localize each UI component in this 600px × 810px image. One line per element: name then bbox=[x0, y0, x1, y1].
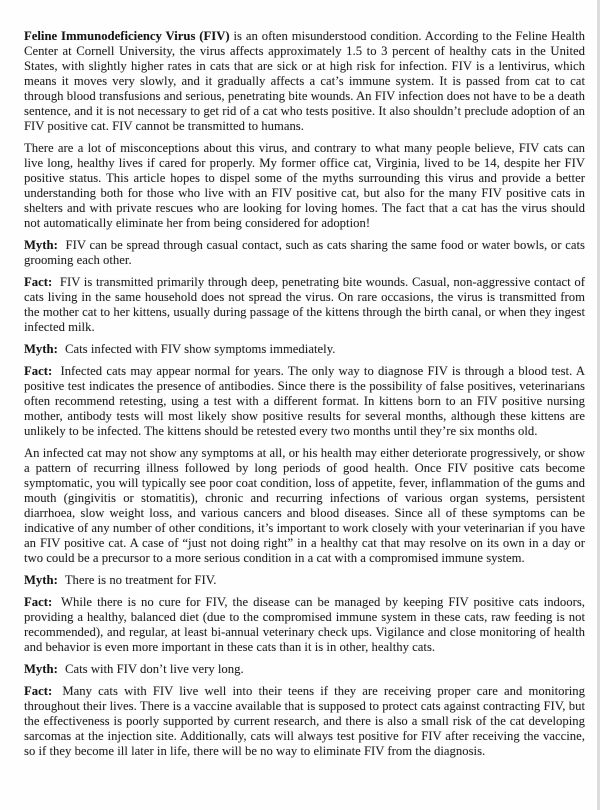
paragraph-text: Many cats with FIV live well into their teens if they are receiving proper care and monitoring throughout their lives. There is a vaccine available that is supposed to protect cats against contracting FIV, but the effectiveness is poorly supported by current research, and there is also a small risk of the cat developing sarcomas at the injection site. Additionally, cats will always test positive for FIV after receiving the vaccine, so if they become ill later in life, there will be no way to eliminate FIV from the diagnosis. bbox=[24, 684, 586, 758]
fact-paragraph bbox=[24, 595, 585, 655]
paragraph-text: There is no treatment for FIV. bbox=[64, 573, 217, 587]
myth-label: Myth: bbox=[24, 573, 58, 587]
fact-label: Fact: bbox=[24, 684, 53, 698]
myth-label: Myth: bbox=[24, 342, 58, 356]
paragraph-text: FIV can be spread through casual contact, such as cats sharing the same food or water bowls, or cats grooming each other. bbox=[24, 238, 585, 267]
fact-label: Fact: bbox=[24, 595, 53, 609]
paragraph-text: Cats infected with FIV show symptoms immediately. bbox=[65, 342, 336, 356]
paragraph-text: is an often misunderstood condition. According to the Feline Health Center at Cornell University, the virus affects approximately 1.5 to 3 percent of healthy cats in the United States, with slightly higher rates in cats that are sick or at high risk for infection. FIV is a lentivirus, which means it moves very slowly, and it gradually affects a cat’s immune system. It is passed from cat to cat through blood transfusions and serious, penetrating bite wounds. An FIV infection does not have to be a death sentence, and it is not necessary to get rid of a cat who tests positive. It also shouldn’t preclude adoption of an FIV positive cat. FIV cannot be transmitted to humans. bbox=[24, 29, 585, 133]
paragraph-text: Infected cats may appear normal for years. The only way to diagnose FIV is through a blood test. A positive test indicates the presence of antibodies. Since there is the possibility of false positives, veterinarians often recommend retesting, using a test with a different format. In kittens born to an FIV positive nursing mother, antibody tests will most likely show positive results for several months, although these kittens are unlikely to be infected. The kittens should be retested every two months until they’re six months old. bbox=[24, 364, 585, 438]
fact-paragraph bbox=[24, 684, 585, 759]
paragraph-text: There are a lot of misconceptions about this virus, and contrary to what many people believe, FIV cats can live long, healthy lives if cared for properly. My former office cat, Virginia, lived to be 14, despite her FIV positive status. This article hopes to dispel some of the myths surrounding this virus and provide a better understanding both for those who live with an FIV positive cat, but also for the many FIV positive cats in shelters and with private rescues who are looking for loving homes. The fact that a cat has the virus should not automatically eliminate her from being considered for adoption! bbox=[24, 141, 585, 230]
article-body bbox=[24, 29, 585, 759]
body-paragraph bbox=[24, 141, 585, 231]
fact-label: Fact: bbox=[24, 364, 53, 378]
fact-label: Fact: bbox=[24, 275, 53, 289]
intro-paragraph bbox=[24, 29, 585, 134]
intro-bold-lead: Feline Immunodeficiency Virus (FIV) bbox=[24, 29, 230, 43]
myth-paragraph bbox=[24, 573, 585, 588]
fact-paragraph bbox=[24, 364, 585, 439]
paragraph-text: FIV is transmitted primarily through deep, penetrating bite wounds. Casual, non-aggressive contact of cats living in the same household does not spread the virus. On rare occasions, the virus is transmitted from the mother cat to her kittens, usually during passage of the kittens through the birth canal, or when they ingest infected milk. bbox=[24, 275, 585, 334]
myth-paragraph bbox=[24, 342, 585, 357]
paragraph-text: While there is no cure for FIV, the disease can be managed by keeping FIV positive cats indoors, providing a healthy, balanced diet (due to the compromised immune system in these cats, raw feeding is not recommended), and regular, at least bi-annual veterinary check ups. Vigilance and close monitoring of health and behavior is even more important in these cats than it is in other, healthy cats. bbox=[24, 595, 585, 654]
fact-paragraph bbox=[24, 275, 585, 335]
myth-label: Myth: bbox=[24, 662, 58, 676]
myth-paragraph bbox=[24, 238, 585, 268]
body-paragraph bbox=[24, 446, 585, 566]
paragraph-text: An infected cat may not show any symptoms at all, or his health may either deteriorate progressively, or show a pattern of recurring illness followed by long periods of good health. Once FIV positive cats become symptomatic, you will typically see poor coat condition, loss of appetite, fever, inflammation of the gums and mouth (gingivitis or stomatitis), chronic and recurring infections of various organ systems, persistent diarrhoea, slow weight loss, and various cancers and blood diseases. Since all of these symptoms can be indicative of any number of other conditions, it’s important to work closely with your veterinarian if you have an FIV positive cat. A case of “just not doing right” in a healthy cat that may resolve on its own in a day or two could be a precursor to a more serious condition in a cat with a compromised immune system. bbox=[24, 446, 585, 565]
myth-paragraph bbox=[24, 662, 585, 677]
myth-label: Myth: bbox=[24, 238, 58, 252]
paragraph-text: Cats with FIV don’t live very long. bbox=[65, 662, 244, 676]
